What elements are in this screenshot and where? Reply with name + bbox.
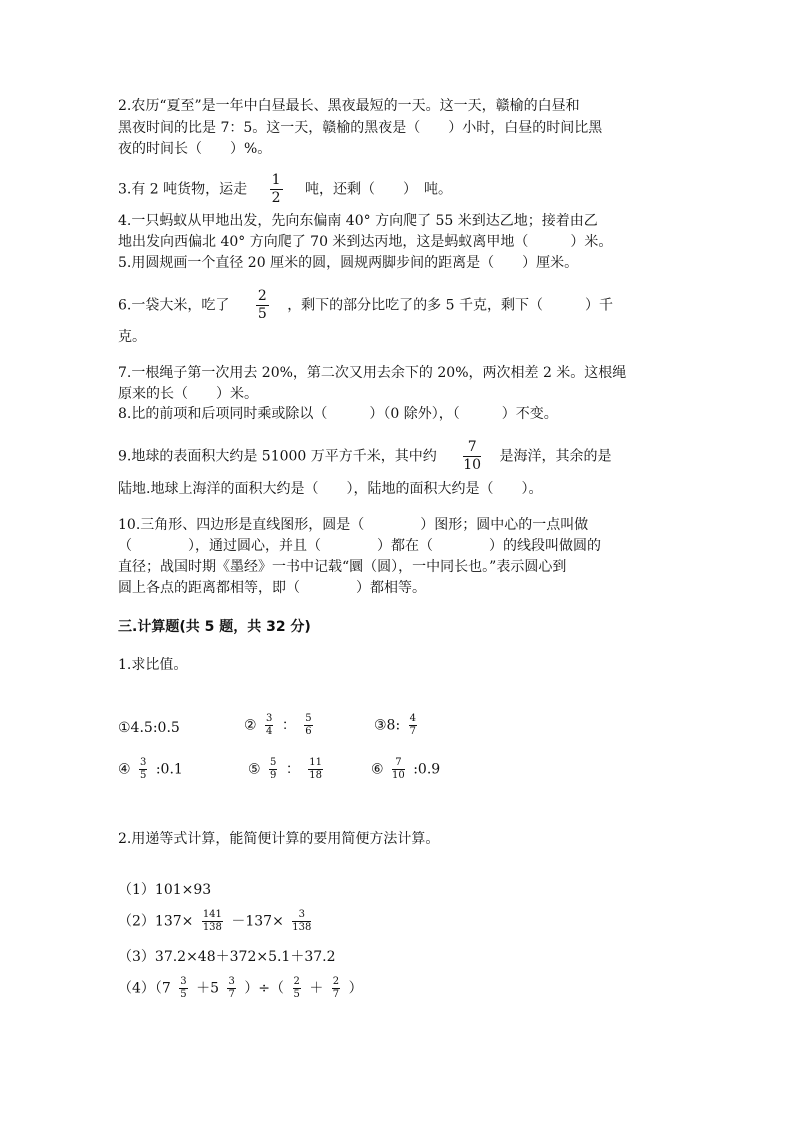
expression-text: （4）（7: [118, 980, 171, 997]
question-9-line-2: 陆地.地球上海洋的面积大约是（ ），陆地的面积大约是（ ）。: [118, 481, 543, 497]
fraction-denominator: 6: [305, 726, 312, 737]
fraction: [332, 976, 340, 1001]
fraction: [202, 909, 223, 934]
fraction-numerator: 2: [257, 288, 267, 304]
calc-2-title: 2.用递等式计算，能简便计算的要用简便方法计算。: [118, 831, 440, 847]
fraction-denominator: 2: [271, 190, 281, 206]
question-2-line-2: 黑夜时间的比是 7：5。这一天，赣榆的黑夜是（ ）小时，白昼的时间比黑: [118, 120, 603, 136]
item-number: ②: [244, 717, 257, 734]
fraction-numerator: 3: [292, 909, 311, 922]
expression-text: ）: [348, 980, 363, 997]
fraction-denominator: 9: [270, 770, 277, 781]
question-2-line-3: 夜的时间长（ ）%。: [118, 141, 272, 157]
fraction-numerator: 2: [293, 976, 300, 987]
ratio-colon: ：: [281, 717, 296, 734]
fraction: [392, 757, 405, 782]
question-5: 5.用圆规画一个直径 20 厘米的圆，圆规两脚步间的距离是（ ）厘米。: [118, 255, 579, 271]
fraction-denominator: 7: [409, 726, 417, 737]
fraction-numerator: 3: [266, 713, 273, 724]
calc-2-problem-3: （3）37.2×48＋372×5.1＋37.2: [118, 949, 336, 965]
question-7-line-1: 7.一根绳子第一次用去 20%，第二次又用去余下的 20%，两次相差 2 米。这根绳: [118, 365, 627, 381]
fraction: [265, 713, 273, 738]
fraction-denominator: 5: [293, 989, 300, 1000]
question-8: 8.比的前项和后项同时乘或除以（ ）（0 除外），（ ）不变。: [118, 406, 558, 422]
fraction: [139, 757, 147, 782]
fraction: [293, 976, 301, 1001]
fraction-denominator: 4: [266, 726, 273, 737]
calc-2-problem-2: [118, 909, 315, 934]
fraction-denominator: 7: [228, 989, 235, 1000]
fraction: [179, 976, 187, 1001]
fraction-numerator: 7: [463, 439, 481, 457]
fraction-denominator: 138: [202, 922, 222, 933]
ratio-item-3: [374, 713, 421, 738]
fraction-numerator: 5: [270, 757, 277, 768]
fraction: [409, 713, 417, 738]
fraction-denominator: 18: [309, 770, 323, 781]
question-9-text-b: 是海洋，其余的是: [499, 448, 612, 465]
item-number: ⑥: [371, 761, 384, 778]
section-heading: 三.计算题(共 5 题，共 32 分): [118, 619, 311, 635]
calc-1-title: 1.求比值。: [118, 657, 188, 673]
expression-text: ）÷（: [244, 980, 285, 997]
question-10-line-4: 圆上各点的距离都相等，即（ ）都相等。: [118, 580, 426, 596]
ratio-item-1: ①4.5:0.5: [118, 720, 180, 736]
fraction-numerator: 4: [409, 713, 417, 724]
fraction-numerator: 1: [271, 172, 281, 188]
question-4-line-1: 4.一只蚂蚁从甲地出发，先向东偏南 40° 方向爬了 55 米到达乙地；接着由乙: [118, 213, 598, 229]
expression-text: －137×: [231, 913, 284, 930]
question-6-line-2: 克。: [118, 329, 146, 345]
fraction: [304, 713, 312, 738]
fraction: [227, 976, 235, 1001]
fraction-numerator: 141: [202, 909, 222, 920]
fraction-denominator: 7: [332, 989, 340, 1000]
question-2-line-1: 2.农历“夏至”是一年中白昼最长、黑夜最短的一天。这一天，赣榆的白昼和: [118, 98, 580, 114]
ratio-item-2: [244, 713, 317, 738]
item-number: ⑤: [248, 761, 261, 778]
question-7-line-2: 原来的长（ ）米。: [118, 386, 258, 402]
fraction-numerator: 2: [332, 976, 340, 987]
expression-text: （2）137×: [118, 913, 194, 930]
fraction-denominator: 10: [463, 457, 482, 473]
question-6-text-b: ，剩下的部分比吃了的多 5 千克，剩下（ ）千: [287, 297, 613, 314]
ratio-item-5: [248, 757, 327, 782]
fraction-numerator: 3: [180, 976, 187, 987]
fraction: [269, 757, 277, 782]
question-3-text-a: 3.有 2 吨货物，运走: [118, 181, 248, 198]
ratio-tail: :0.1: [155, 761, 183, 778]
question-4-line-2: 地出发向西偏北 40° 方向爬了 70 米到达丙地，这是蚂蚁离甲地（ ）米。: [118, 234, 613, 250]
question-10-line-2: （ ），通过圆心，并且（ ）都在（ ）的线段叫做圆的: [118, 538, 601, 554]
fraction-numerator: 7: [392, 757, 405, 770]
fraction-numerator: 3: [140, 757, 147, 768]
fraction-denominator: 10: [392, 770, 405, 781]
fraction-denominator: 5: [180, 989, 187, 1000]
question-3-fraction: [270, 172, 283, 207]
fraction: [308, 757, 323, 782]
fraction-denominator: 5: [140, 770, 147, 781]
fraction-numerator: 5: [305, 713, 312, 724]
question-3: [118, 172, 452, 207]
calc-2-problem-1: （1）101×93: [118, 882, 212, 898]
question-6-fraction: [256, 288, 269, 323]
expression-text: ＋5: [196, 980, 220, 997]
question-3-text-b: 吨，还剩（ ） 吨。: [305, 181, 452, 198]
ratio-item-4: [118, 757, 183, 782]
calc-2-problem-4: [118, 976, 363, 1001]
item-number: ④: [118, 761, 131, 778]
ratio-tail: :0.9: [413, 761, 441, 778]
question-10-line-1: 10.三角形、四边形是直线图形，圆是（ ）图形；圆中心的一点叫做: [118, 517, 589, 533]
question-9-fraction: [463, 439, 481, 474]
fraction-denominator: 138: [292, 922, 312, 933]
item-number: ③8:: [374, 717, 401, 734]
question-9: [118, 439, 612, 474]
ratio-colon: ：: [285, 761, 300, 778]
question-6-text-a: 6.一袋大米，吃了: [118, 297, 230, 314]
ratio-item-6: [371, 757, 440, 782]
fraction: [292, 909, 311, 934]
question-9-text-a: 9.地球的表面积大约是 51000 万平方千米，其中约: [118, 448, 437, 465]
fraction-numerator: 11: [309, 757, 323, 768]
fraction-numerator: 3: [228, 976, 235, 987]
question-6: [118, 288, 613, 323]
fraction-denominator: 5: [257, 306, 267, 322]
expression-text: ＋: [309, 980, 324, 997]
question-10-line-3: 直径；战国时期《墨经》一书中记载“圜（圆），一中同长也。”表示圆心到: [118, 559, 567, 575]
